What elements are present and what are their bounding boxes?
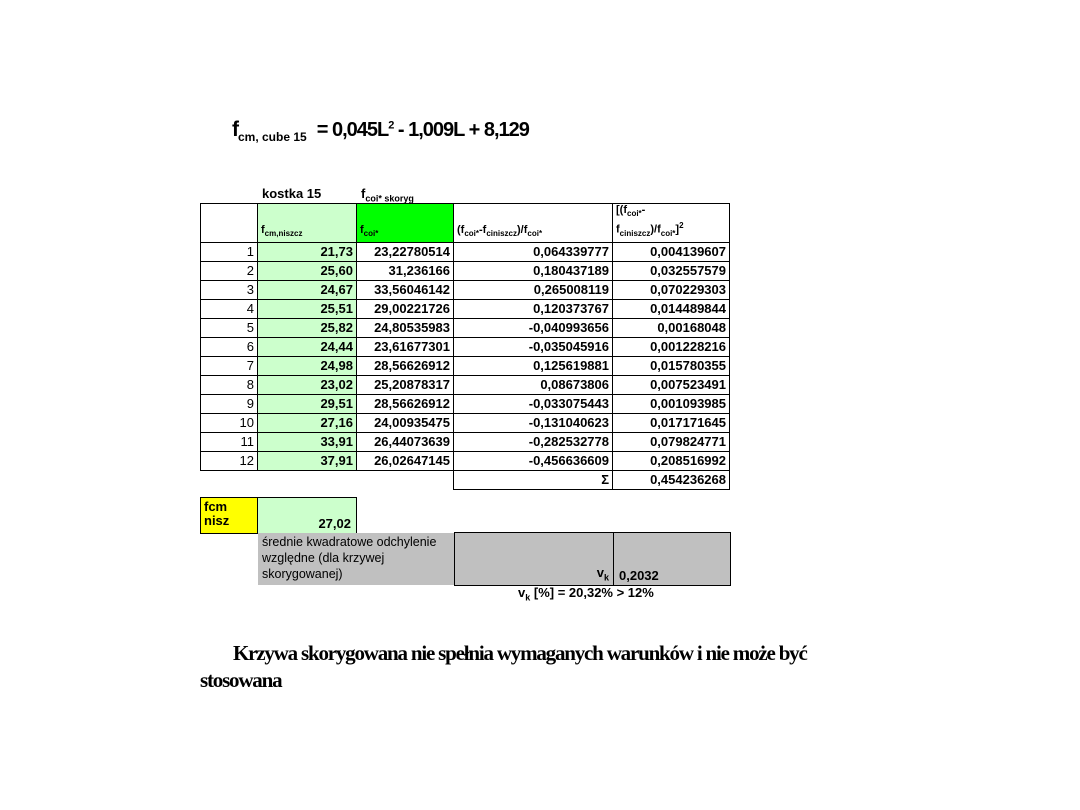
row-fcm: 24,44 <box>258 338 357 357</box>
row-fcoi: 24,00935475 <box>357 414 454 433</box>
vkline-b: [%] = 20,32% > 12% <box>530 585 654 600</box>
row-fcm: 23,02 <box>258 376 357 395</box>
sum-blank-1 <box>201 471 258 490</box>
row-fcoi: 26,02647145 <box>357 452 454 471</box>
label-fcoi-skoryg-sub: coi* skoryg <box>365 193 414 204</box>
row-ratio: -0,040993656 <box>454 319 613 338</box>
row-fcm: 21,73 <box>258 243 357 262</box>
row-fcm: 29,51 <box>258 395 357 414</box>
sum-blank-2 <box>258 471 357 490</box>
row-fcm: 25,51 <box>258 300 357 319</box>
vk-percent-line <box>518 585 654 603</box>
row-ratio: -0,282532778 <box>454 433 613 452</box>
row-squared: 0,00168048 <box>613 319 730 338</box>
sum-blank-3 <box>357 471 454 490</box>
vk-value: 0,2032 <box>619 568 659 583</box>
row-fcoi: 29,00221726 <box>357 300 454 319</box>
h5e: ] <box>675 223 680 236</box>
row-fcm: 25,82 <box>258 319 357 338</box>
row-ratio: 0,08673806 <box>454 376 613 395</box>
vk-symbol-cell <box>454 532 614 586</box>
formula-sup: 2 <box>388 119 394 132</box>
label-fcoi-skoryg <box>361 186 414 204</box>
table-row <box>201 319 730 338</box>
row-fcoi: 28,56626912 <box>357 395 454 414</box>
fcm-nisz-value: 27,02 <box>257 497 357 534</box>
row-squared: 0,001093985 <box>613 395 730 414</box>
h3: f <box>360 223 364 236</box>
table-row <box>201 452 730 471</box>
vk-symbol-main: v <box>596 565 604 581</box>
header-index <box>201 204 258 243</box>
row-squared: 0,004139607 <box>613 243 730 262</box>
row-fcm: 37,91 <box>258 452 357 471</box>
formula-lhs-sub: cm, cube 15 <box>238 130 307 144</box>
table-row <box>201 357 730 376</box>
label-kostka: kostka 15 <box>262 186 322 201</box>
h4c: )/f <box>517 223 528 236</box>
row-index: 10 <box>201 414 258 433</box>
conclusion-text: Krzywa skorygowana nie spełnia wymaganych warunków i nie może być stosowana <box>200 641 807 692</box>
h5d: )/f <box>650 223 661 236</box>
header-ratio <box>454 204 613 243</box>
h5d-sub: coi* <box>660 229 676 239</box>
vk-value-cell <box>613 532 731 586</box>
formula <box>232 118 529 144</box>
row-squared: 0,208516992 <box>613 452 730 471</box>
formula-lhs: f <box>232 118 238 141</box>
row-ratio: -0,456636609 <box>454 452 613 471</box>
row-ratio: 0,180437189 <box>454 262 613 281</box>
h4a: (f <box>457 223 465 236</box>
row-index: 3 <box>201 281 258 300</box>
row-index: 12 <box>201 452 258 471</box>
table-header-row <box>201 204 730 243</box>
row-ratio: 0,064339777 <box>454 243 613 262</box>
row-index: 8 <box>201 376 258 395</box>
vk-description: średnie kwadratowe odchylenie względne (dla krzywej skorygowanej) <box>258 533 454 585</box>
h4c-sub: coi* <box>527 229 543 239</box>
table-row <box>201 338 730 357</box>
h4b: -f <box>479 223 487 236</box>
h5c-sub: ciniszcz <box>619 229 651 239</box>
row-fcm: 24,67 <box>258 281 357 300</box>
row-squared: 0,007523491 <box>613 376 730 395</box>
row-fcm: 33,91 <box>258 433 357 452</box>
row-ratio: 0,120373767 <box>454 300 613 319</box>
table-row <box>201 395 730 414</box>
row-index: 6 <box>201 338 258 357</box>
h4a-sub: coi* <box>464 229 479 239</box>
row-fcoi: 25,20878317 <box>357 376 454 395</box>
row-index: 9 <box>201 395 258 414</box>
row-fcoi: 23,61677301 <box>357 338 454 357</box>
row-index: 5 <box>201 319 258 338</box>
row-fcm: 24,98 <box>258 357 357 376</box>
sum-row <box>201 471 730 490</box>
h3-sub: coi* <box>363 229 379 239</box>
row-index: 4 <box>201 300 258 319</box>
header-fcm-niszcz <box>258 204 357 243</box>
h5a: [(f <box>616 204 627 216</box>
row-ratio: -0,033075443 <box>454 395 613 414</box>
table-row <box>201 262 730 281</box>
row-fcoi: 28,56626912 <box>357 357 454 376</box>
sum-value: 0,454236268 <box>613 471 730 490</box>
h5c: f <box>616 223 620 236</box>
vk-symbol <box>597 565 609 583</box>
row-fcoi: 26,44073639 <box>357 433 454 452</box>
h5-sup: 2 <box>679 221 684 231</box>
row-squared: 0,017171645 <box>613 414 730 433</box>
table-row <box>201 414 730 433</box>
row-fcoi: 31,236166 <box>357 262 454 281</box>
row-squared: 0,014489844 <box>613 300 730 319</box>
table-row <box>201 281 730 300</box>
formula-rhs-b: - 1,009L + 8,129 <box>393 119 529 141</box>
row-ratio: -0,131040623 <box>454 414 613 433</box>
row-squared: 0,079824771 <box>613 433 730 452</box>
vkline-sub: k <box>525 592 531 603</box>
label-fcoi-skoryg-main: f <box>361 186 366 201</box>
fcm-nisz-label: fcm nisz <box>200 497 258 534</box>
row-ratio: -0,035045916 <box>454 338 613 357</box>
h2: f <box>261 223 265 236</box>
row-fcm: 27,16 <box>258 414 357 433</box>
header-fcoi <box>357 204 454 243</box>
table-row <box>201 433 730 452</box>
table-row <box>201 376 730 395</box>
row-fcoi: 33,56046142 <box>357 281 454 300</box>
row-squared: 0,032557579 <box>613 262 730 281</box>
row-index: 1 <box>201 243 258 262</box>
data-table <box>200 203 730 490</box>
row-index: 2 <box>201 262 258 281</box>
table-row <box>201 243 730 262</box>
row-fcm: 25,60 <box>258 262 357 281</box>
h2-sub: cm,niszcz <box>264 229 303 239</box>
row-squared: 0,015780355 <box>613 357 730 376</box>
h5b: - <box>641 204 646 216</box>
h5a-sub: coi* <box>627 209 642 219</box>
row-index: 7 <box>201 357 258 376</box>
sum-symbol: Σ <box>454 471 613 490</box>
row-squared: 0,070229303 <box>613 281 730 300</box>
row-fcoi: 23,22780514 <box>357 243 454 262</box>
vk-symbol-sub: k <box>603 573 609 583</box>
row-fcoi: 24,80535983 <box>357 319 454 338</box>
row-index: 11 <box>201 433 258 452</box>
vkline-a: v <box>518 585 526 600</box>
h4b-sub: ciniszcz <box>486 229 518 239</box>
header-squared <box>613 204 730 243</box>
table-body <box>201 243 730 471</box>
row-squared: 0,001228216 <box>613 338 730 357</box>
table-row <box>201 300 730 319</box>
formula-rhs-a: = 0,045L <box>316 119 389 141</box>
row-ratio: 0,125619881 <box>454 357 613 376</box>
row-ratio: 0,265008119 <box>454 281 613 300</box>
